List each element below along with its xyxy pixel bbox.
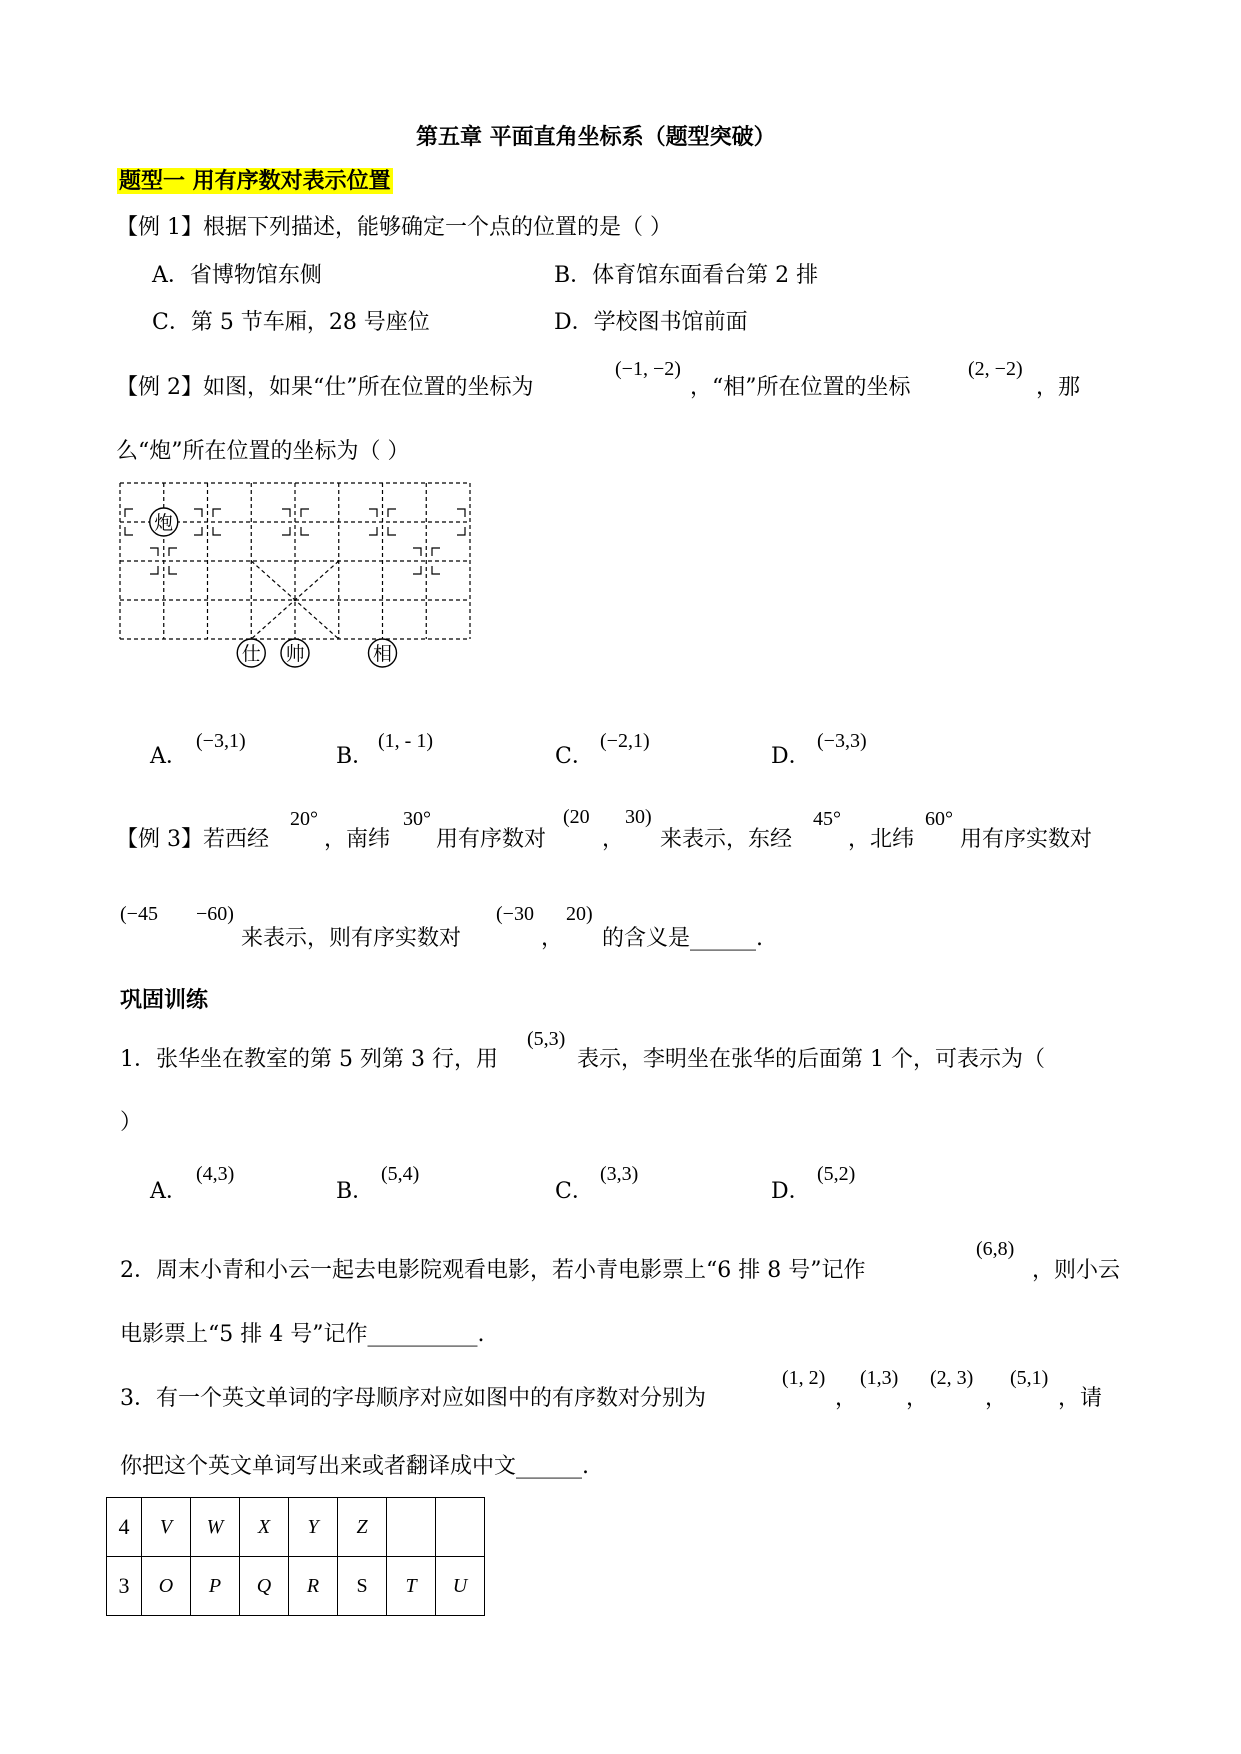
table-row	[107, 1498, 485, 1557]
example-2-text-line2: 么“炮”所在位置的坐标为（ ）	[116, 439, 410, 464]
example-3-sup-1: 20°	[290, 808, 318, 830]
table-cell: T	[387, 1557, 436, 1616]
section-heading-1	[117, 164, 393, 195]
section-heading-2: 巩固训练	[120, 987, 209, 1013]
piece-shi-label: 仕	[241, 643, 261, 665]
example-2-text-part3: ，那	[1036, 375, 1081, 400]
example-3-text-3: 用有序数对	[436, 827, 547, 852]
question-1-text-line2: ）	[120, 1110, 143, 1135]
piece-shuai-label: 帅	[285, 643, 305, 665]
example-1-stem: 【例 1】根据下列描述，能够确定一个点的位置的是（ ）	[116, 215, 672, 240]
example-3-text-2: ，南纬	[324, 827, 391, 852]
example-3-sup-7a: (−30	[496, 903, 534, 925]
example-3-sup-7b: 20)	[566, 903, 593, 925]
question-3-comma-2: ，	[906, 1386, 929, 1411]
example-3-sup-6b: −60)	[196, 903, 234, 925]
question-2-text-1: 2．周末小青和小云一起去电影院观看电影，若小青电影票上“6 排 8 号”记作	[120, 1258, 866, 1283]
piece-xiang	[369, 639, 397, 667]
example-2-option-c: C．	[555, 744, 594, 769]
table-cell: 4	[107, 1498, 142, 1557]
example-3-sup-3a: (20	[563, 806, 590, 828]
table-row	[107, 1557, 485, 1616]
piece-shuai	[281, 639, 309, 667]
piece-shi	[237, 639, 265, 667]
question-1-option-d: D．	[771, 1179, 811, 1204]
question-1-text-2: 表示，李明坐在张华的后面第 1 个，可表示为（	[577, 1047, 1045, 1072]
example-3-text-6: ，北纬	[848, 827, 915, 852]
question-3-text-1: 3．有一个英文单词的字母顺序对应如图中的有序数对分别为	[120, 1386, 706, 1411]
example-2-option-d-coord: (−3,3)	[817, 730, 867, 752]
question-1-option-d-coord: (5,2)	[817, 1163, 856, 1185]
page-title: 第五章 平面直角坐标系（题型突破）	[416, 124, 776, 150]
example-2-option-c-coord: (−2,1)	[600, 730, 650, 752]
chess-board-figure	[110, 475, 478, 675]
example-1-option-d: D．学校图书馆前面	[554, 310, 748, 335]
question-1-option-b: B．	[336, 1179, 375, 1204]
table-cell: R	[289, 1557, 338, 1616]
table-cell: W	[191, 1498, 240, 1557]
question-2-text-2: ，则小云	[1032, 1258, 1121, 1283]
table-cell	[436, 1498, 485, 1557]
question-3-comma-3: ，	[985, 1386, 1008, 1411]
table-cell: S	[338, 1557, 387, 1616]
table-cell: P	[191, 1557, 240, 1616]
example-2-option-d: D．	[771, 744, 811, 769]
question-1-option-a-coord: (4,3)	[196, 1163, 235, 1185]
example-2-option-a-coord: (−3,1)	[196, 730, 246, 752]
question-3-sup-4: (5,1)	[1010, 1367, 1049, 1389]
example-3-sup-3b: 30)	[625, 806, 652, 828]
example-1-option-b: B．体育馆东面看台第 2 排	[554, 263, 819, 288]
question-3-sup-3: (2, 3)	[930, 1367, 974, 1389]
question-1-text-1: 1．张华坐在教室的第 5 列第 3 行，用	[120, 1047, 498, 1072]
example-3-text-7: 用有序实数对	[960, 827, 1093, 852]
example-3-text-1: 【例 3】若西经	[116, 827, 269, 852]
question-1-option-c-coord: (3,3)	[600, 1163, 639, 1185]
question-3-sup-1: (1, 2)	[782, 1367, 826, 1389]
table-cell: Q	[240, 1557, 289, 1616]
example-2-option-b-coord: (1, - 1)	[378, 730, 433, 752]
question-1-sup: (5,3)	[527, 1028, 566, 1050]
example-1-option-a: A．省博物馆东侧	[152, 263, 322, 288]
example-3-sup-5: 60°	[925, 808, 953, 830]
table-cell	[387, 1498, 436, 1557]
piece-pao-label: 炮	[154, 512, 174, 534]
table-cell: 3	[107, 1557, 142, 1616]
example-3-sup-2: 30°	[403, 808, 431, 830]
example-2-coord-xiang: (2, −2)	[968, 358, 1023, 380]
question-3-comma-1: ，	[835, 1386, 858, 1411]
question-1-option-c: C．	[555, 1179, 594, 1204]
question-3-text-2: ，请	[1058, 1386, 1103, 1411]
example-3-text-8: 来表示，则有序实数对	[241, 926, 462, 951]
table-cell: V	[142, 1498, 191, 1557]
example-3-text-10: 的含义是______.	[602, 926, 763, 951]
section-heading-1-text: 题型一 用有序数对表示位置	[119, 168, 391, 194]
table-cell: Y	[289, 1498, 338, 1557]
letter-grid-table	[106, 1497, 485, 1616]
question-3-sup-2: (1,3)	[860, 1367, 899, 1389]
question-2-text-line2: 电影票上“5 排 4 号”记作__________.	[120, 1322, 485, 1347]
table-cell: Z	[338, 1498, 387, 1557]
table-cell: O	[142, 1557, 191, 1616]
table-cell: X	[240, 1498, 289, 1557]
piece-pao	[150, 508, 178, 536]
table-cell: U	[436, 1557, 485, 1616]
example-2-text-part1: 【例 2】如图，如果“仕”所在位置的坐标为	[116, 375, 534, 400]
question-1-option-a: A．	[150, 1179, 188, 1204]
example-2-option-b: B．	[336, 744, 375, 769]
piece-xiang-label: 相	[372, 643, 393, 665]
example-3-text-9: ，	[541, 926, 564, 951]
question-2-sup: (6,8)	[976, 1238, 1015, 1260]
example-3-sup-4: 45°	[813, 808, 841, 830]
example-1-option-c: C．第 5 节车厢，28 号座位	[152, 310, 430, 335]
board-grid	[120, 483, 470, 639]
question-1-option-b-coord: (5,4)	[381, 1163, 420, 1185]
example-2-coord-shi: (−1, −2)	[615, 358, 681, 380]
example-2-option-a: A．	[150, 744, 188, 769]
example-3-text-5: 来表示，东经	[660, 827, 793, 852]
example-3-sup-6a: (−45	[120, 903, 158, 925]
example-2-text-part2: ，“相”所在位置的坐标	[690, 375, 911, 400]
example-3-text-4: ，	[602, 827, 625, 852]
question-3-text-line2: 你把这个英文单词写出来或者翻译成中文______.	[120, 1454, 589, 1479]
